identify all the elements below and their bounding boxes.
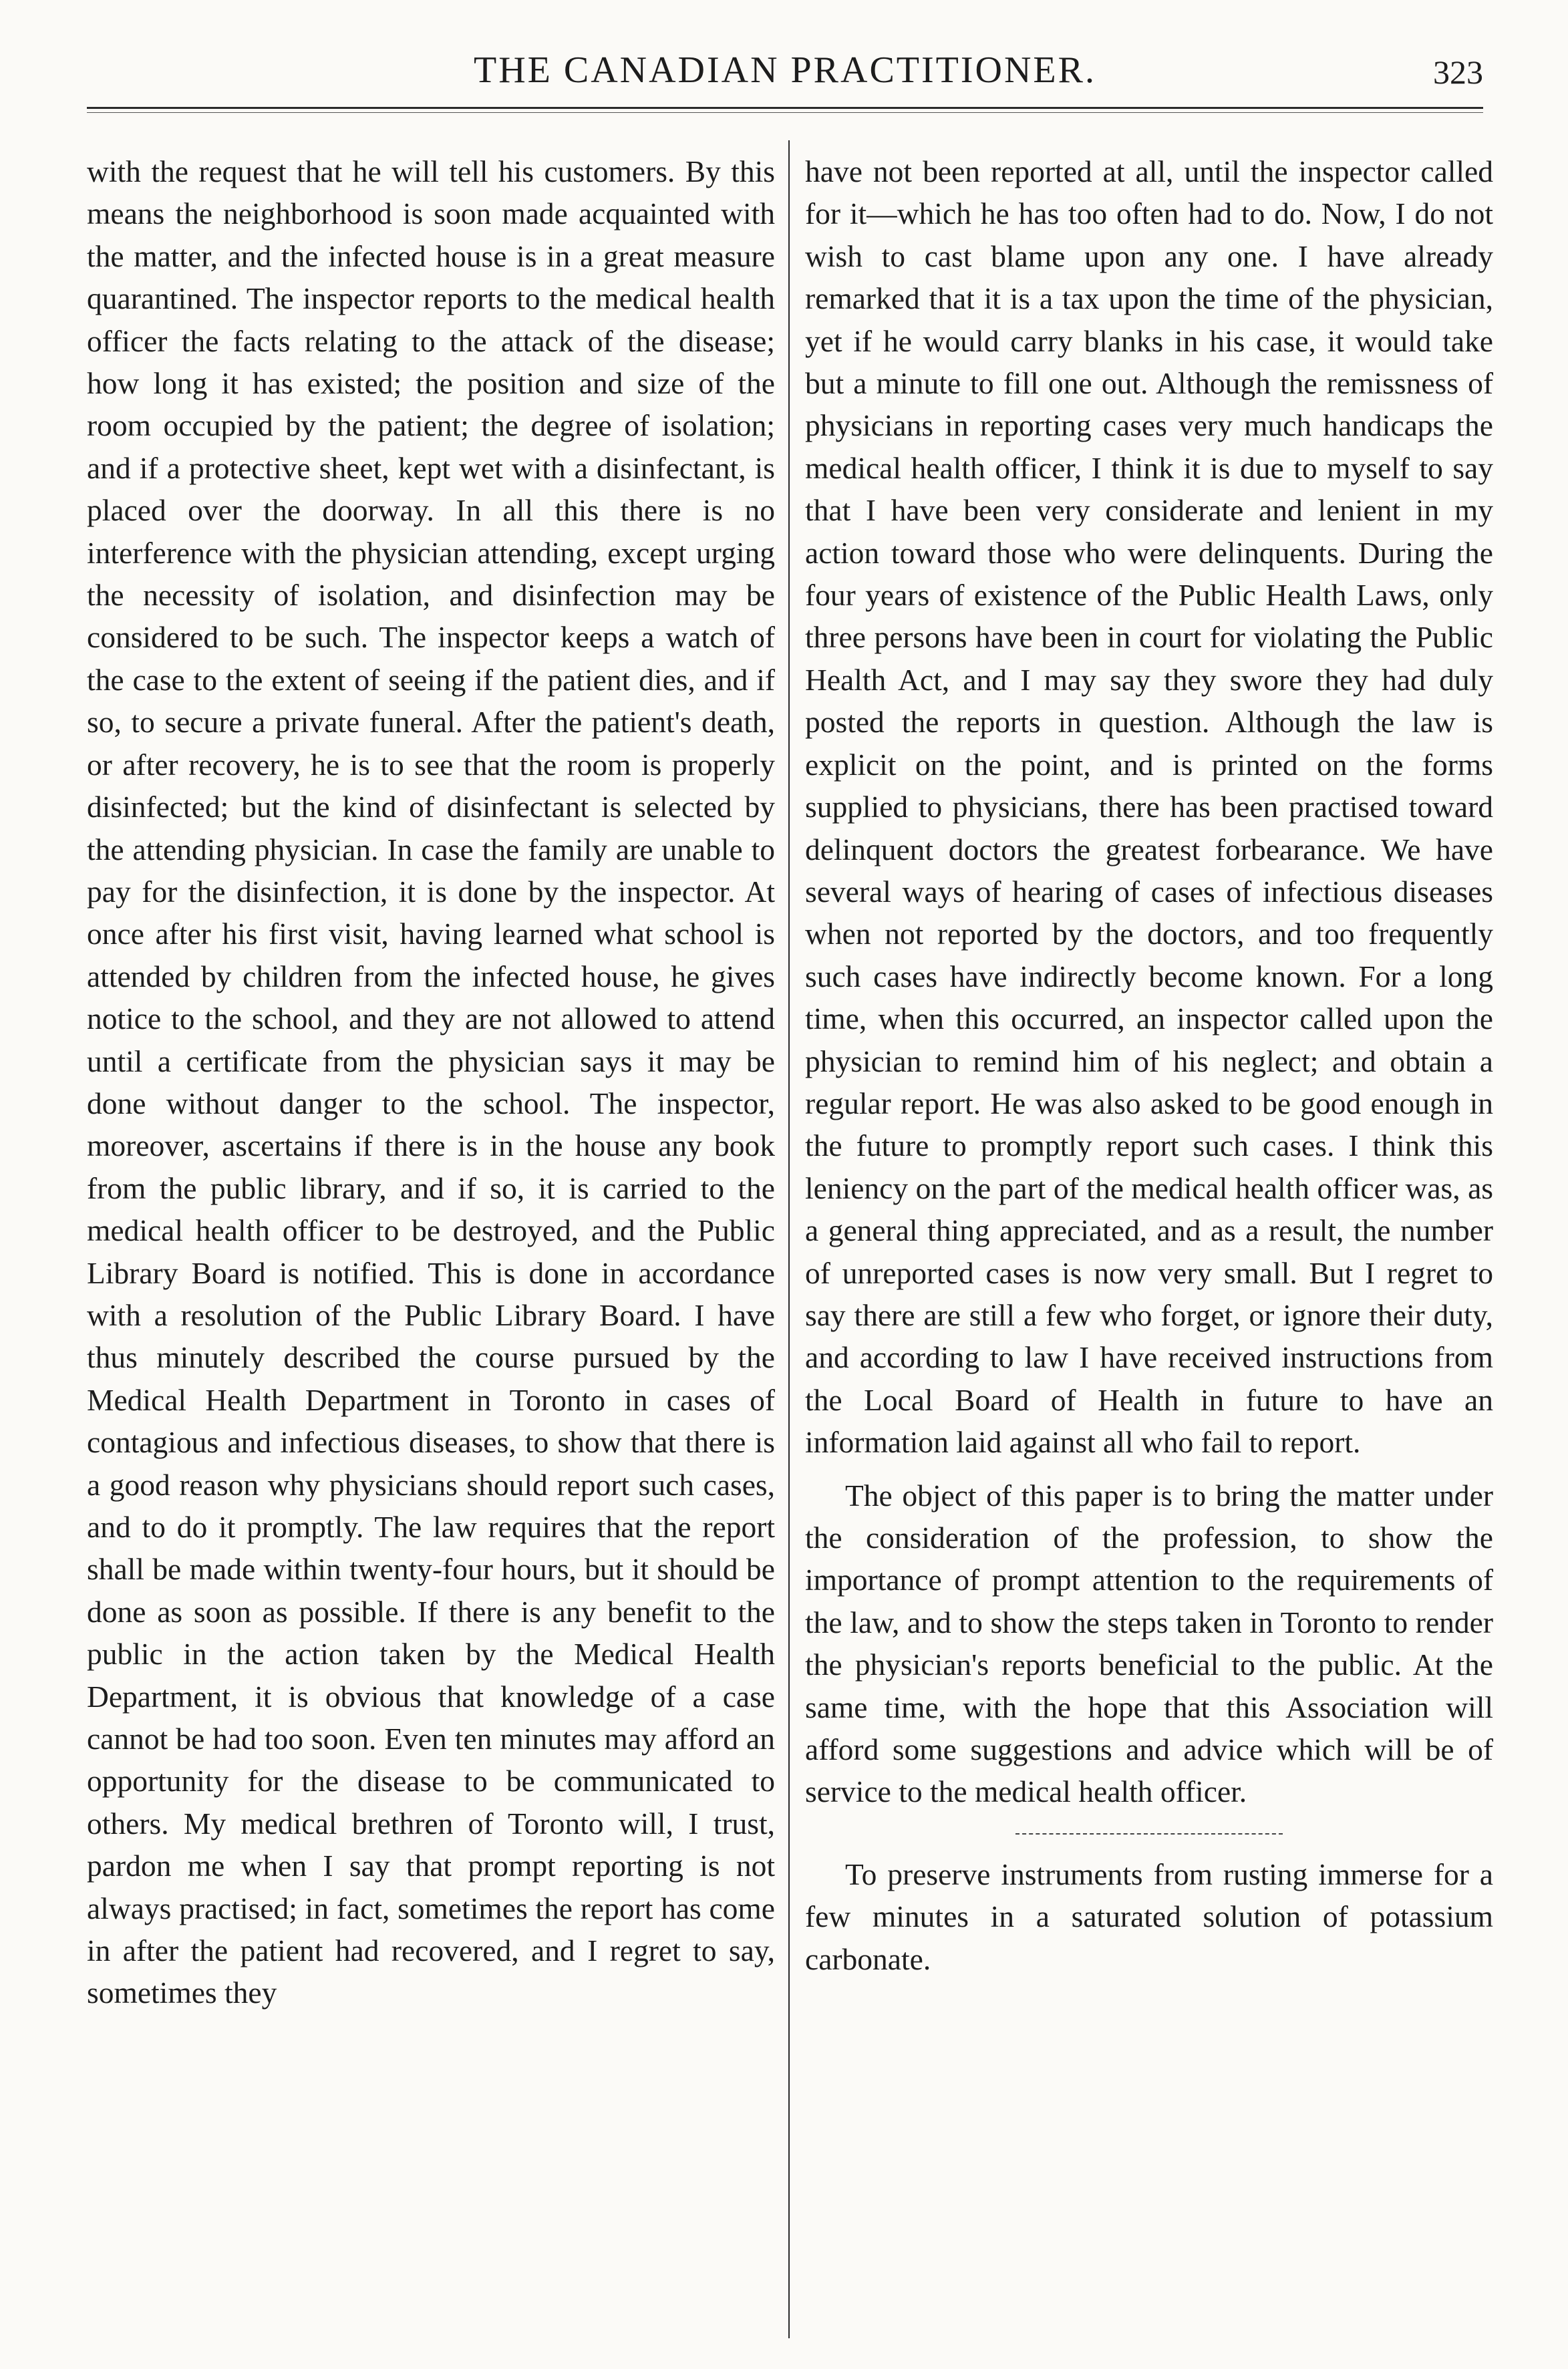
right-paragraph-2: The object of this paper is to bring the matter under the consideration of the profession, to show the importance of prompt attention to the requirements of the law, and to show the steps taken in Toronto to render the physician's reports beneficial to the public. At the same time, with the hope that this Association will afford some suggestions and advice which will be of service to the medical health officer. bbox=[805, 1478, 1493, 1809]
header-rule bbox=[87, 107, 1483, 109]
left-paragraph: with the request that he will tell his customers. By this means the neighborhood is soon made acquainted with the matter, and the infected house is in a great measure quarantined. The inspector reports to the medical health officer the facts relating to the attack of the disease; how long it has existed; the position and size of the room occupied by the patient; the degree of isolation; and if a protective sheet, kept wet with a disinfectant, is placed over the doorway. In all this there is no interference with the physician attending, except urging the necessity of isolation, and disinfection may be considered to be such. The inspector keeps a watch of the case to the extent of seeing if the patient dies, and if so, to secure a private funeral. After the patient's death, or after recovery, he is to see that the room is properly disinfected; but the kind of disinfectant is selected by the attending physician. In case the family are unable to pay for the disinfection, it is done by the inspector. At once after his first visit, having learned what school is attended by children from the infected house, he gives notice to the school, and they are not allowed to attend until a certificate from the physician says it may be done without danger to the school. The inspector, moreover, ascertains if there is in the house any book from the public library, and if so, it is carried to the medical health officer to be destroyed, and the Public Library Board is notified. This is done in accordance with a resolution of the Public Library Board. I have thus minutely described the course pursued by the Medical Health Department in Toronto in cases of contagious and infectious diseases, to show that there is a good reason why physicians should report such cases, and to do it promptly. The law requires that the report shall be made within twenty-four hours, but it should be done as soon as possible. If there is any benefit to the public in the action taken by the Medical Health Department, it is obvious that knowledge of a case cannot be had too soon. Even ten minutes may afford an opportunity for the disease to be communicated to others. My medical brethren of Toronto will, I trust, pardon me when I say that prompt reporting is not always practised; in fact, sometimes the report has come in after the patient had recovered, and I regret to say, sometimes they bbox=[87, 154, 775, 2010]
column-divider bbox=[788, 140, 790, 2338]
left-column bbox=[87, 150, 775, 2014]
right-column bbox=[805, 150, 1493, 1980]
running-title: THE CANADIAN PRACTITIONER. bbox=[474, 49, 1096, 91]
header-rule-thin bbox=[87, 112, 1483, 113]
section-break-rule bbox=[1015, 1833, 1283, 1835]
note-paragraph: To preserve instruments from rusting immerse for a few minutes in a saturated solution of potassium carbonate. bbox=[805, 1857, 1493, 1976]
page-header bbox=[87, 37, 1483, 110]
right-paragraph-1: have not been reported at all, until the inspector called for it—which he has too often had to do. Now, I do not wish to cast blame upon any one. I have already remarked that it is a tax upon the time of the physician, yet if he would carry blanks in his case, it would take but a minute to fill one out. Although the remissness of physicians in reporting cases very much handicaps the medical health officer, I think it is due to myself to say that I have been very considerate and lenient in my action toward those who were delinquents. During the four years of existence of the Public Health Laws, only three persons have been in court for violating the Public Health Act, and I may say they swore they had duly posted the reports in question. Although the law is explicit on the point, and is printed on the forms supplied to physicians, there has been practised toward delinquent doctors the greatest forbearance. We have several ways of hearing of cases of infectious diseases when not reported by the doctors, and too frequently such cases have indirectly become known. For a long time, when this occurred, an inspector called upon the physician to remind him of his neglect; and obtain a regular report. He was also asked to be good enough in the future to promptly report such cases. I think this leniency on the part of the medical health officer was, as a general thing appreciated, and as a result, the number of unreported cases is now very small. But I regret to say there are still a few who forget, or ignore their duty, and according to law I have received instructions from the Local Board of Health in future to have an information laid against all who fail to report. bbox=[805, 154, 1493, 1460]
page-number: 323 bbox=[1433, 53, 1483, 91]
